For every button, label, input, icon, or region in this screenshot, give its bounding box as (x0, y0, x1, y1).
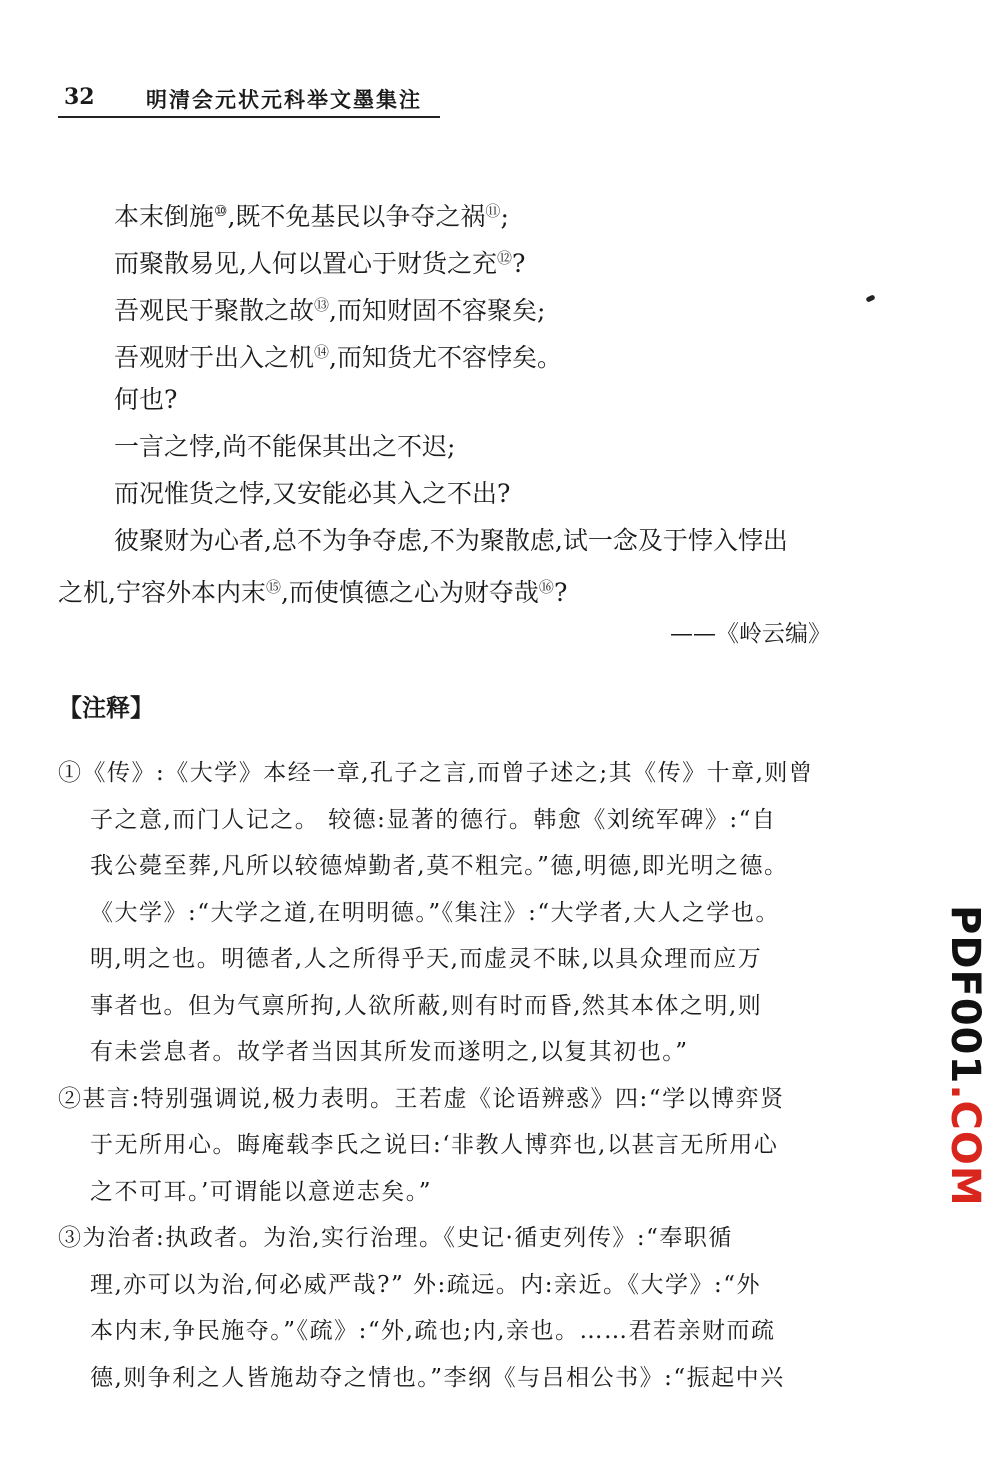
note-line: 于无所用心。晦庵载李氏之说曰:‘非教人博弈也,以甚言无所用心 (90, 1132, 779, 1158)
note-line: ①《传》:《大学》本经一章,孔子之言,而曾子述之;其《传》十章,则曾 (58, 760, 814, 786)
note-line: 事者也。但为气禀所拘,人欲所蔽,则有时而昏,然其本体之明,则 (90, 992, 763, 1019)
note-mark: ⑯ (538, 578, 554, 596)
text-line: 一言之悖,尚不能保其出之不迟; (114, 432, 456, 461)
text-line: 而况惟货之悖,又安能必其入之不出? (114, 479, 511, 508)
text-line: 本末倒施⑩,既不免基民以争夺之祸⑪; (114, 202, 509, 231)
page-header (58, 80, 440, 118)
note-mark: ⑭ (314, 343, 330, 361)
notes-heading: 【注释】 (58, 693, 154, 722)
text-line: 吾观财于出入之机⑭,而知货尤不容悖矣。 (114, 343, 562, 372)
note-line: ②甚言:特别强调说,极力表明。王若虚《论语辨惑》四:“学以博弈贤 (58, 1085, 785, 1112)
source-citation: ——《岭云编》 (670, 621, 831, 647)
main-text (58, 188, 883, 658)
page-number: 32 (64, 84, 95, 110)
note-line: 之不可耳。’可谓能以意逆志矣。” (90, 1178, 433, 1205)
note-mark: ⑩ (214, 202, 228, 220)
book-title: 明清会元状元科举文墨集注 (146, 87, 422, 112)
note-mark: ⑫ (496, 249, 512, 267)
watermark-domain: .COM (942, 1084, 988, 1207)
watermark (940, 905, 990, 1207)
text-line: 而聚散易见,人何以置心于财货之充⑫? (114, 249, 526, 278)
note-line: 本内末,争民施夺。”《疏》:“外,疏也;内,亲也。……君若亲财而疏 (90, 1318, 776, 1344)
note-line: 有未尝息者。故学者当因其所发而遂明之,以复其初也。” (90, 1039, 689, 1065)
text-line: 彼聚财为心者,总不为争夺虑,不为聚散虑,试一念及于悖入悖出 (114, 526, 788, 555)
note-mark: ⑮ (265, 578, 281, 596)
note-line: 德,则争利之人皆施劫夺之情也。”李纲《与吕相公书》:“振起中兴 (90, 1364, 785, 1391)
note-line: 我公薨至葬,凡所以较德焯勤者,莫不粗完。”德,明德,即光明之德。 (90, 853, 789, 879)
watermark-text: PDF001 (942, 905, 988, 1085)
note-line: ③为治者:执政者。为治,实行治理。《史记·循吏列传》:“奉职循 (58, 1225, 733, 1251)
note-line: 明,明之也。明德者,人之所得乎天,而虚灵不昧,以具众理而应万 (90, 946, 763, 972)
notes-section (58, 750, 883, 1401)
text-line: 吾观民于聚散之故⑬,而知财固不容聚矣; (114, 296, 546, 325)
note-line: 理,亦可以为治,何必威严哉?” 外:疏远。内:亲近。《大学》:“外 (90, 1271, 762, 1298)
note-line: 《大学》:“大学之道,在明明德。”《集注》:“大学者,大人之学也。 (90, 899, 780, 926)
text-line: 之机,宁容外本内末⑮,而使慎德之心为财夺哉⑯? (58, 578, 568, 607)
note-line: 子之意,而门人记之。 较德:显著的德行。韩愈《刘统军碑》:“自 (90, 806, 777, 833)
text-line: 何也? (114, 385, 178, 414)
note-mark: ⑬ (314, 296, 330, 314)
note-mark: ⑪ (485, 202, 501, 220)
